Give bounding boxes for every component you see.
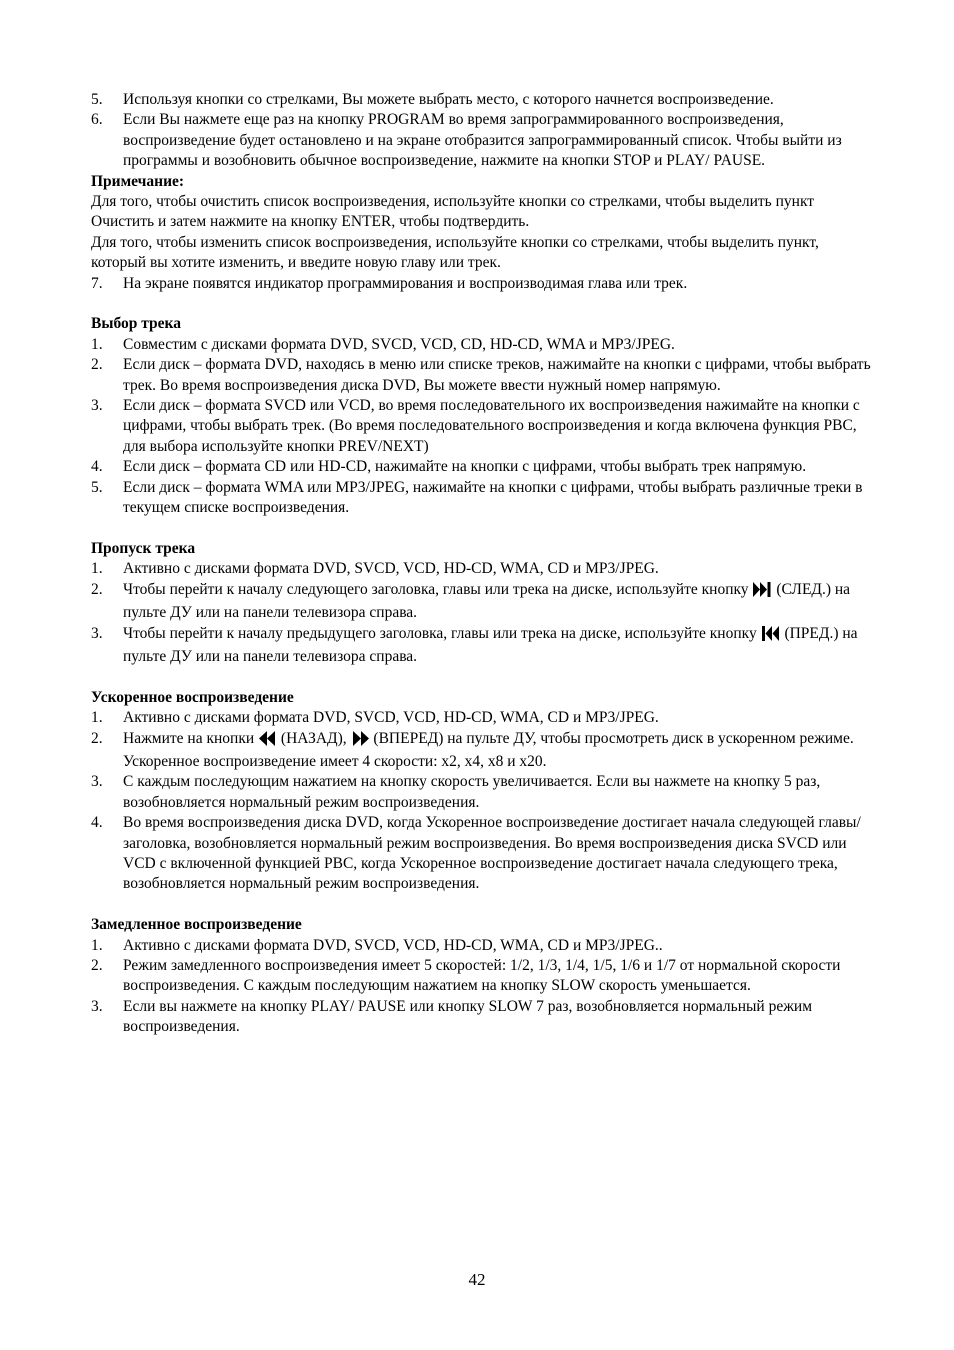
list-number: 4.: [91, 458, 103, 476]
list-number: 2.: [91, 729, 103, 747]
list-text: Если диск – формата SVCD или VCD, во время последовательного их воспроизведения нажимайте на кнопки с цифрами, чтобы выбрать трек. (Во время последовательного воспроизведения и когда включена функция PBC, для выбора используйте кнопки PREV/NEXT): [123, 397, 860, 455]
list-item: [91, 772, 871, 813]
note-paragraph: Для того, чтобы изменить список воспроизведения, используйте кнопки со стрелками, чтобы выделить пункт, который вы хотите изменить, и введите новую главу или трек.: [91, 233, 819, 272]
list-item: [91, 997, 871, 1038]
list-text: Если диск – формата DVD, находясь в меню или списке треков, нажимайте на кнопки с цифрами, чтобы выбрать трек. Во время воспроизведения диска DVD, Вы можете ввести нужный номер напрямую.: [123, 356, 871, 394]
list-item: [91, 90, 871, 110]
list-number: 2.: [91, 356, 103, 374]
list-text: Если диск – формата CD или HD-CD, нажимайте на кнопки с цифрами, чтобы выбрать трек напрямую.: [123, 458, 807, 476]
list-item: [91, 580, 871, 624]
note-paragraph: Для того, чтобы очистить список воспроизведения, используйте кнопки со стрелками, чтобы выделить пункт Очистить и затем нажмите на кнопку ENTER, чтобы подтвердить.: [91, 193, 815, 231]
list-number: 1.: [91, 335, 103, 353]
page-content: [91, 90, 871, 1038]
list-number: 1.: [91, 936, 103, 954]
list-text: [123, 580, 871, 624]
list-number: 3.: [91, 624, 103, 642]
list-text: Активно с дисками формата DVD, SVCD, VCD, HD-CD, WMA, CD и MP3/JPEG..: [123, 936, 663, 954]
section-heading-fast-play: Ускоренное воспроизведение: [91, 688, 294, 706]
list-item: [91, 559, 871, 579]
list-item: [91, 813, 871, 895]
skip-next-icon: [752, 582, 772, 603]
list-item: [91, 624, 871, 668]
list-text: [123, 624, 871, 668]
list-text-part: Чтобы перейти к началу предыдущего заголовка, главы или трека на диске, используйте кнопку: [123, 624, 761, 642]
list-text: Во время воспроизведения диска DVD, когда Ускоренное воспроизведение достигает начала следующей главы/ заголовка, возобновляется нормальный режим воспроизведения. Во время воспроизведения диска SVCD или VCD с включенной функцией PBC, когда Ускоренное воспроизведение достигает начала следующего трека, возобновляется нормальный режим воспроизведения.: [123, 814, 861, 893]
list-item: [91, 708, 871, 728]
list-number: 3.: [91, 773, 103, 791]
section-heading-slow-play: Замедленное воспроизведение: [91, 916, 302, 934]
list-number: 2.: [91, 580, 103, 598]
list-text: Режим замедленного воспроизведения имеет 5 скоростей: 1/2, 1/3, 1/4, 1/5, 1/6 и 1/7 от нормальной скорости воспроизведения. С каждым последующим нажатием на кнопку SLOW скорость уменьшается.: [123, 957, 841, 995]
list-item: [91, 956, 871, 997]
list-number: 1.: [91, 560, 103, 578]
list-item: [91, 478, 871, 519]
list-item: [91, 355, 871, 396]
list-number: 5.: [91, 478, 103, 496]
section-heading-track-skip: Пропуск трека: [91, 539, 196, 557]
fast-forward-icon: [351, 731, 370, 752]
list-number: 3.: [91, 397, 103, 415]
list-number: 5.: [91, 91, 103, 108]
list-text: Активно с дисками формата DVD, SVCD, VCD, HD-CD, WMA, CD и MP3/JPEG.: [123, 560, 659, 578]
list-item: [91, 110, 871, 171]
list-text: Если вы нажмете на кнопку PLAY/ PAUSE или кнопку SLOW 7 раз, возобновляется нормальный режим воспроизведения.: [123, 997, 813, 1036]
note-heading: Примечание:: [91, 172, 185, 190]
list-text-part: (СЛЕД.) на пульте ДУ или на панели телевизора справа.: [123, 580, 851, 622]
list-item: [91, 396, 871, 457]
list-text-part: (НАЗАД),: [277, 729, 351, 747]
list-number: 7.: [91, 274, 103, 292]
list-text: На экране появятся индикатор программирования и воспроизводимая глава или трек.: [123, 274, 688, 292]
list-number: 4.: [91, 814, 103, 832]
list-number: 2.: [91, 957, 103, 974]
rewind-icon: [258, 731, 277, 752]
list-text: Совместим с дисками формата DVD, SVCD, VCD, CD, HD-CD, WMA и MP3/JPEG.: [123, 335, 675, 353]
list-item: [91, 274, 871, 294]
list-text: С каждым последующим нажатием на кнопку скорость увеличивается. Если вы нажмете на кнопку 5 раз, возобновляется нормальный режим воспроизведения.: [123, 773, 821, 811]
section-heading-track-select: Выбор трека: [91, 315, 181, 333]
list-text: Используя кнопки со стрелками, Вы можете выбрать место, с которого начнется воспроизведение.: [123, 91, 774, 108]
list-number: 3.: [91, 997, 103, 1015]
list-text-part: Чтобы перейти к началу следующего заголовка, главы или трека на диске, используйте кнопку: [123, 580, 753, 598]
list-item: [91, 936, 871, 956]
list-number: 1.: [91, 709, 103, 727]
list-text: Если диск – формата WMA или MP3/JPEG, нажимайте на кнопки с цифрами, чтобы выбрать различные треки в текущем списке воспроизведения.: [123, 478, 863, 517]
skip-previous-icon: [761, 626, 781, 647]
page-number: 42: [468, 1270, 486, 1289]
list-text: [123, 729, 871, 773]
list-text-part: Нажмите на кнопки: [123, 729, 259, 747]
list-number: 6.: [91, 111, 103, 129]
list-item: [91, 457, 871, 477]
list-text: Активно с дисками формата DVD, SVCD, VCD, HD-CD, WMA, CD и MP3/JPEG.: [123, 709, 659, 727]
list-text-part: (ВПЕРЕД) на пульте ДУ, чтобы просмотреть диск в ускоренном режиме. Ускоренное воспроизведение имеет 4 скорости: x2, x4, x8 и x20.: [123, 729, 854, 770]
list-text-part: (ПРЕД.) на пульте ДУ или на панели телевизора справа.: [123, 624, 858, 665]
list-item: [91, 335, 871, 355]
list-text: Если Вы нажмете еще раз на кнопку PROGRAM во время запрограммированного воспроизведения, воспроизведение будет остановлено и на экране отобразится запрограммированный список. Чтобы выйти из программы и возобновить обычное воспроизведение, нажмите на кнопки STOP и PLAY/ PAUSE.: [123, 111, 842, 170]
list-item: [91, 729, 871, 773]
